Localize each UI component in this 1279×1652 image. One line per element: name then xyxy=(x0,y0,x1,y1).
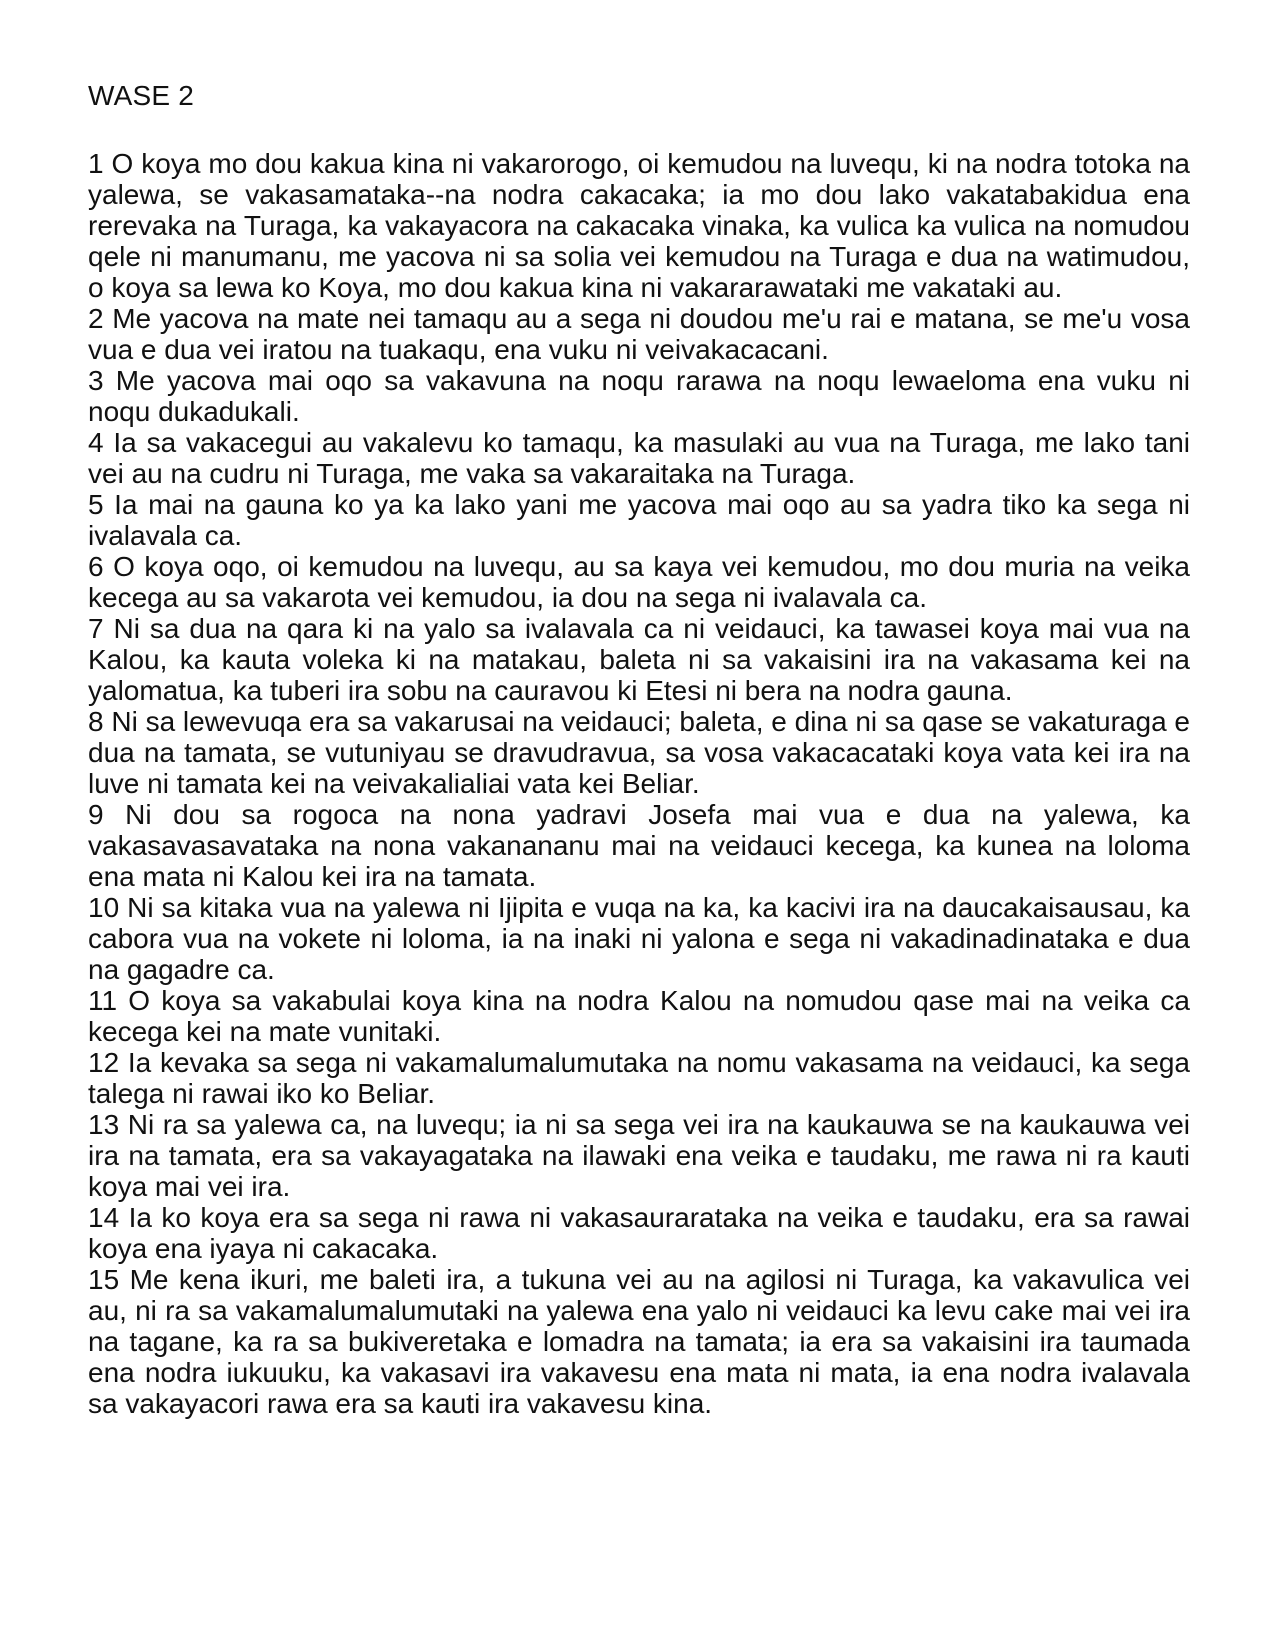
document-page xyxy=(88,78,1190,1419)
verse-11: 11 O koya sa vakabulai koya kina na nodra Kalou na nomudou qase mai na veika ca kecega kei na mate vunitaki. xyxy=(88,985,1190,1047)
verse-13: 13 Ni ra sa yalewa ca, na luvequ; ia ni sa sega vei ira na kaukauwa se na kaukauwa vei ira na tamata, era sa vakayagataka na ilawaki ena veika e taudaku, me rawa ni ra kauti koya mai vei ira. xyxy=(88,1109,1190,1202)
verse-10: 10 Ni sa kitaka vua na yalewa ni Ijipita e vuqa na ka, ka kacivi ira na daucakaisausau, ka cabora vua na vokete ni loloma, ia na inaki ni yalona e sega ni vakadinadinataka e dua na gagadre ca. xyxy=(88,892,1190,985)
verse-14: 14 Ia ko koya era sa sega ni rawa ni vakasaurarataka na veika e taudaku, era sa rawai koya ena iyaya ni cakacaka. xyxy=(88,1202,1190,1264)
verse-2: 2 Me yacova na mate nei tamaqu au a sega ni doudou me'u rai e matana, se me'u vosa vua e dua vei iratou na tuakaqu, ena vuku ni veivakacacani. xyxy=(88,303,1190,365)
verse-15: 15 Me kena ikuri, me baleti ira, a tukuna vei au na agilosi ni Turaga, ka vakavulica vei au, ni ra sa vakamalumalumutaki na yalewa ena yalo ni veidauci ka levu cake mai vei ira na tagane, ka ra sa bukiveretaka e lomadra na tamata; ia era sa vakaisini ira taumada ena nodra iukuuku, ka vakasavi ira vakavesu ena mata ni mata, ia ena nodra ivalavala sa vakayacori rawa era sa kauti ira vakavesu kina. xyxy=(88,1264,1190,1419)
verse-8: 8 Ni sa lewevuqa era sa vakarusai na veidauci; baleta, e dina ni sa qase se vakaturaga e dua na tamata, se vutuniyau se dravudravua, sa vosa vakacacataki koya vata kei ira na luve ni tamata kei na veivakalialiai vata kei Beliar. xyxy=(88,706,1191,799)
verse-list xyxy=(88,148,1190,1419)
verse-3: 3 Me yacova mai oqo sa vakavuna na noqu rarawa na noqu lewaeloma ena vuku ni noqu dukadukali. xyxy=(88,365,1190,427)
verse-9: 9 Ni dou sa rogoca na nona yadravi Josefa mai vua e dua na yalewa, ka vakasavasavataka na nona vakanananu mai na veidauci kecega, ka kunea na loloma ena mata ni Kalou kei ira na tamata. xyxy=(88,799,1190,892)
verse-4: 4 Ia sa vakacegui au vakalevu ko tamaqu, ka masulaki au vua na Turaga, me lako tani vei au na cudru ni Turaga, me vaka sa vakaraitaka na Turaga. xyxy=(88,427,1190,489)
page-title: WASE 2 xyxy=(88,80,194,111)
verse-12: 12 Ia kevaka sa sega ni vakamalumalumutaka na nomu vakasama na veidauci, ka sega talega ni rawai iko ko Beliar. xyxy=(88,1047,1190,1109)
verse-7: 7 Ni sa dua na qara ki na yalo sa ivalavala ca ni veidauci, ka tawasei koya mai vua na Kalou, ka kauta voleka ki na matakau, baleta ni sa vakaisini ira na vakasama kei na yalomatua, ka tuberi ira sobu na cauravou ki Etesi ni bera na nodra gauna. xyxy=(88,613,1190,706)
verse-5: 5 Ia mai na gauna ko ya ka lako yani me yacova mai oqo au sa yadra tiko ka sega ni ivalavala ca. xyxy=(88,489,1190,551)
verse-6: 6 O koya oqo, oi kemudou na luvequ, au sa kaya vei kemudou, mo dou muria na veika kecega au sa vakarota vei kemudou, ia dou na sega ni ivalavala ca. xyxy=(88,551,1190,613)
verse-1: 1 O koya mo dou kakua kina ni vakarorogo, oi kemudou na luvequ, ki na nodra totoka na yalewa, se vakasamataka--na nodra cakacaka; ia mo dou lako vakatabakidua ena rerevaka na Turaga, ka vakayacora na cakacaka vinaka, ka vulica ka vulica na nomudou qele ni manumanu, me yacova ni sa solia vei kemudou na Turaga e dua na watimudou, o koya sa lewa ko Koya, mo dou kakua kina ni vakararawataki me vakataki au. xyxy=(88,148,1190,303)
